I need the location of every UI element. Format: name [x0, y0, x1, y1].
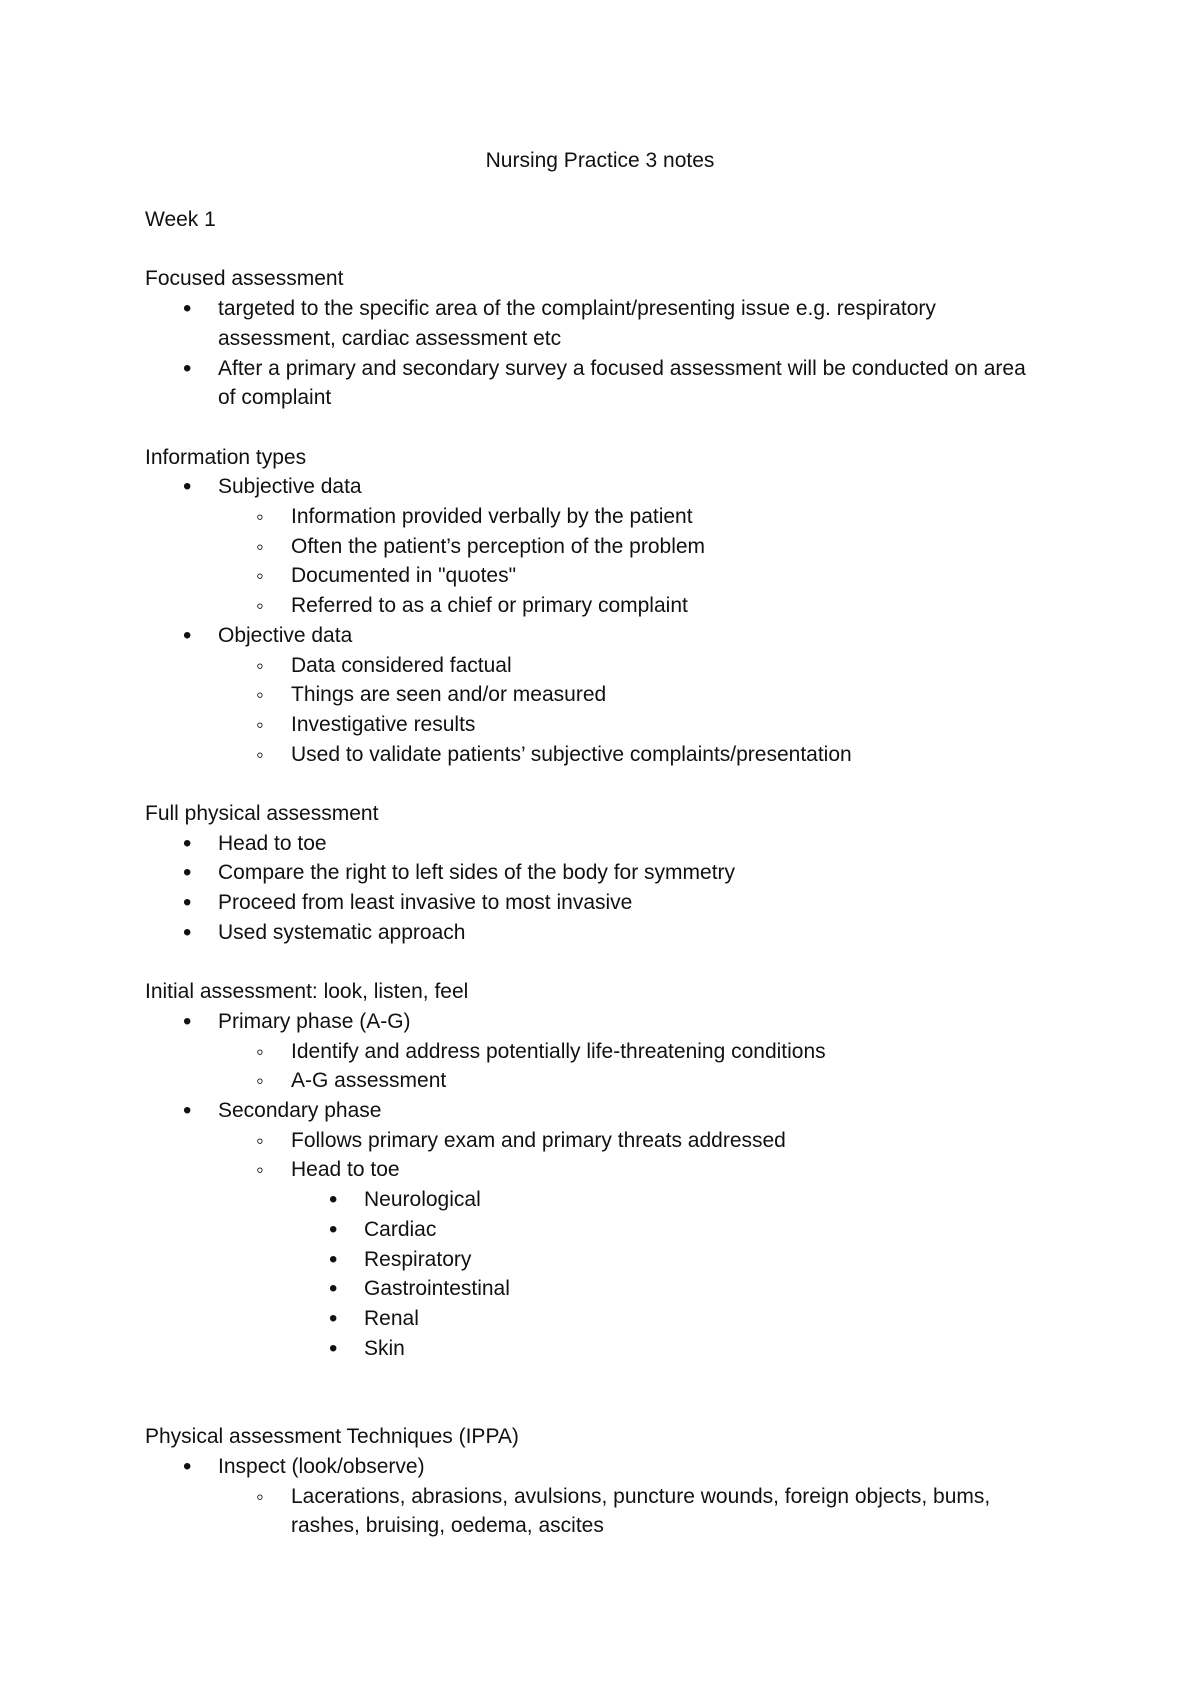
bullet-icon: [329, 1274, 337, 1307]
list-item: • Renal: [145, 1304, 1045, 1334]
bullet-icon: [183, 294, 191, 327]
list-item: ◦ Investigative results: [145, 710, 1045, 740]
circle-bullet-icon: [256, 1037, 264, 1070]
bullet-icon: [329, 1245, 337, 1278]
list-item: ◦ A-G assessment: [145, 1066, 1045, 1096]
circle-bullet-icon: [256, 591, 264, 624]
full-physical-list: [145, 829, 1045, 948]
circle-bullet-icon: [256, 1155, 264, 1188]
list-item: • Head to toe: [145, 829, 1045, 859]
initial-list: [145, 1007, 1045, 1363]
list-item: • Proceed from least invasive to most invasive: [145, 888, 1045, 918]
list-item: • Subjective data: [145, 472, 1045, 502]
list-item: ◦ Information provided verbally by the patient: [145, 502, 1045, 532]
list-item: • Cardiac: [145, 1215, 1045, 1245]
bullet-icon: [329, 1185, 337, 1218]
list-item: • Compare the right to left sides of the body for symmetry: [145, 858, 1045, 888]
circle-bullet-icon: [256, 1126, 264, 1159]
list-item: • targeted to the specific area of the complaint/presenting issue e.g. respiratory assessment, cardiac assessment etc: [145, 294, 1045, 353]
circle-bullet-icon: [256, 680, 264, 713]
info-types-list: [145, 472, 1045, 769]
list-item: • Neurological: [145, 1185, 1045, 1215]
list-item: • Respiratory: [145, 1245, 1045, 1275]
bullet-icon: [329, 1304, 337, 1337]
circle-bullet-icon: [256, 651, 264, 684]
list-item: ◦ Head to toe: [145, 1155, 1045, 1185]
list-item: • Secondary phase: [145, 1096, 1045, 1126]
bullet-icon: [183, 621, 191, 654]
page-title: Nursing Practice 3 notes: [485, 149, 715, 172]
bullet-icon: [183, 888, 191, 921]
circle-bullet-icon: [256, 502, 264, 535]
bullet-icon: [183, 829, 191, 862]
bullet-icon: [183, 858, 191, 891]
circle-bullet-icon: [256, 1482, 264, 1515]
list-item: • After a primary and secondary survey a focused assessment will be conducted on area of complaint: [145, 354, 1045, 413]
list-item: ◦ Identify and address potentially life-threatening conditions: [145, 1037, 1045, 1067]
list-item: • Inspect (look/observe): [145, 1452, 1045, 1482]
circle-bullet-icon: [256, 561, 264, 594]
circle-bullet-icon: [256, 1066, 264, 1099]
list-item: ◦ Lacerations, abrasions, avulsions, puncture wounds, foreign objects, bums, rashes, bruising, oedema, ascites: [145, 1482, 1045, 1541]
section-heading-info-types: Information types: [145, 445, 307, 469]
list-item: ◦ Follows primary exam and primary threats addressed: [145, 1126, 1045, 1156]
bullet-icon: [183, 1452, 191, 1485]
techniques-list: [145, 1452, 1045, 1541]
bullet-icon: [183, 918, 191, 951]
notes-body: [145, 205, 1045, 1541]
list-item: ◦ Often the patient’s perception of the problem: [145, 532, 1045, 562]
list-item: • Gastrointestinal: [145, 1274, 1045, 1304]
circle-bullet-icon: [256, 710, 264, 743]
circle-bullet-icon: [256, 740, 264, 773]
section-heading-full-physical: Full physical assessment: [145, 802, 379, 826]
list-item: • Used systematic approach: [145, 918, 1045, 948]
section-heading-focused: Focused assessment: [145, 267, 344, 291]
bullet-icon: [329, 1334, 337, 1367]
list-item: ◦ Used to validate patients’ subjective complaints/presentation: [145, 740, 1045, 770]
bullet-icon: [329, 1215, 337, 1248]
bullet-icon: [183, 472, 191, 505]
list-item: ◦ Things are seen and/or measured: [145, 680, 1045, 710]
list-item: ◦ Data considered factual: [145, 651, 1045, 681]
week-heading: Week 1: [145, 208, 216, 231]
section-heading-techniques: Physical assessment Techniques (IPPA): [145, 1425, 519, 1449]
bullet-icon: [183, 1096, 191, 1129]
circle-bullet-icon: [256, 532, 264, 565]
list-item: ◦ Referred to as a chief or primary complaint: [145, 591, 1045, 621]
bullet-icon: [183, 1007, 191, 1040]
section-heading-initial: Initial assessment: look, listen, feel: [145, 980, 469, 1004]
focused-list: [145, 294, 1045, 413]
list-item: • Primary phase (A-G): [145, 1007, 1045, 1037]
list-item: ◦ Documented in "quotes": [145, 561, 1045, 591]
list-item: • Skin: [145, 1334, 1045, 1364]
bullet-icon: [183, 354, 191, 387]
list-item: • Objective data: [145, 621, 1045, 651]
